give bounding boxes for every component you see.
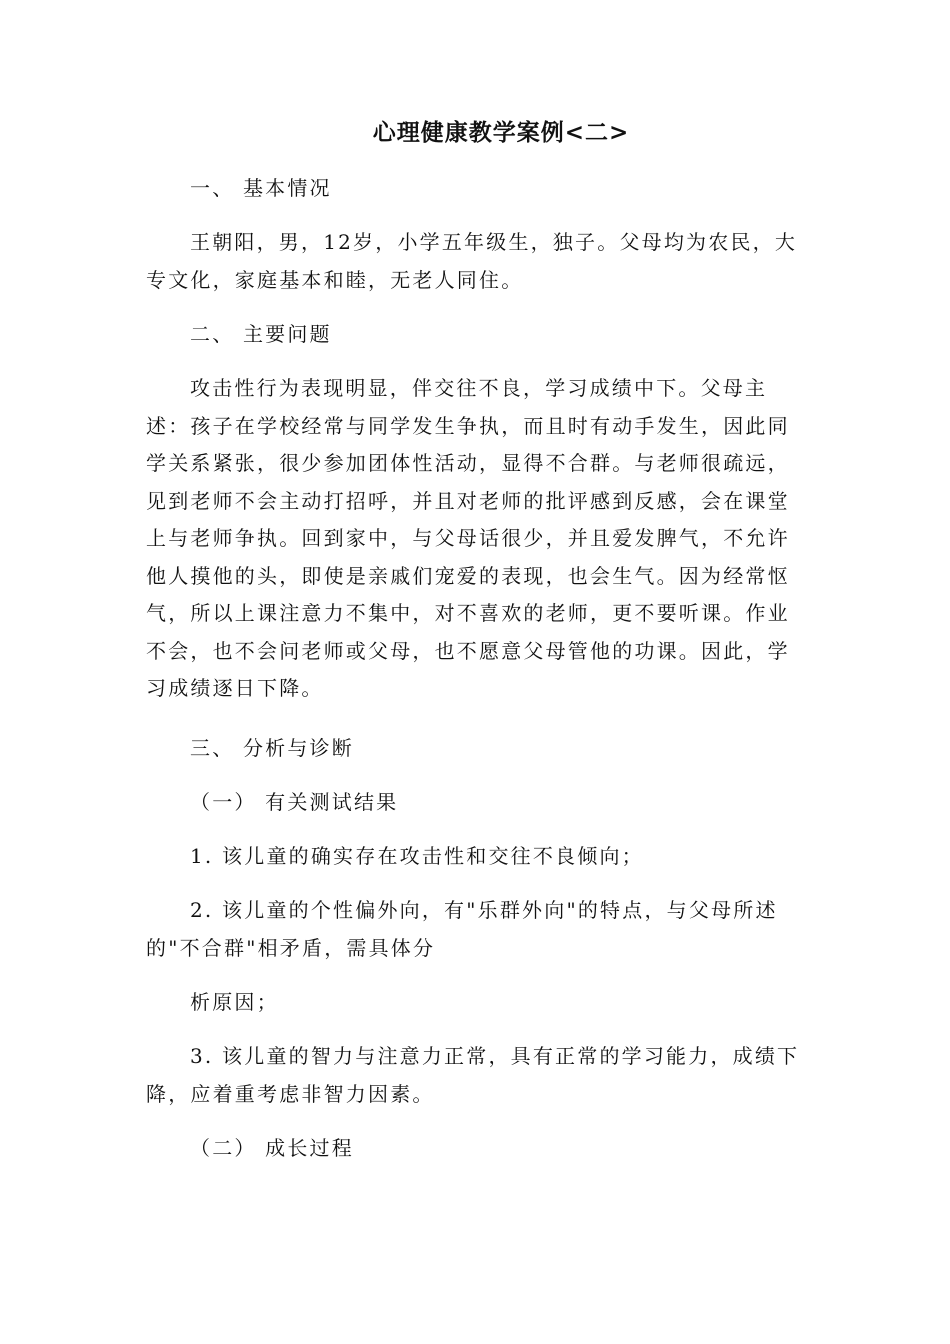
list-item-2: 2. 该儿童的个性偏外向，有"乐群外向"的特点，与父母所述的"不合群"相矛盾，需具体分 <box>146 898 778 960</box>
subsection-heading-test-results: （一） 有关测试结果 <box>190 790 399 814</box>
list-item-1: 1. 该儿童的确实存在攻击性和交往不良倾向； <box>190 844 644 868</box>
subsection-heading-growth-process: （二） 成长过程 <box>190 1136 354 1160</box>
paragraph-main-problems: 攻击性行为表现明显，伴交往不良，学习成绩中下。父母主述：孩子在学校经常与同学发生争执，而且时有动手发生，因此同学关系紧张，很少参加团体性活动，显得不合群。与老师很疏远，见到老师不会主动打招呼，并且对老师的批评感到反感，会在课堂上与老师争执。回到家中，与父母话很少，并且爱发脾气，不允许他人摸他的头，即使是亲戚们宠爱的表现，也会生气。因为经常怄气，所以上课注意力不集中，对不喜欢的老师，更不要听课。作业不会，也不会问老师或父母，也不愿意父母管他的功课。因此，学习成绩逐日下降。 <box>146 376 790 700</box>
section-heading-main-problems: 二、 主要问题 <box>190 322 332 346</box>
paragraph-basic-info: 王朝阳，男，12岁，小学五年级生，独子。父母均为农民，大专文化，家庭基本和睦，无老人同住。 <box>146 230 798 292</box>
section-heading-analysis: 三、 分析与诊断 <box>190 736 354 760</box>
document-title: 心理健康教学案例<二> <box>372 119 630 146</box>
list-item-3: 3. 该儿童的智力与注意力正常，具有正常的学习能力，成绩下降，应着重考虑非智力因素。 <box>146 1044 800 1106</box>
list-item-2-continuation: 析原因； <box>190 990 279 1014</box>
section-heading-basic-info: 一、 基本情况 <box>190 176 332 200</box>
